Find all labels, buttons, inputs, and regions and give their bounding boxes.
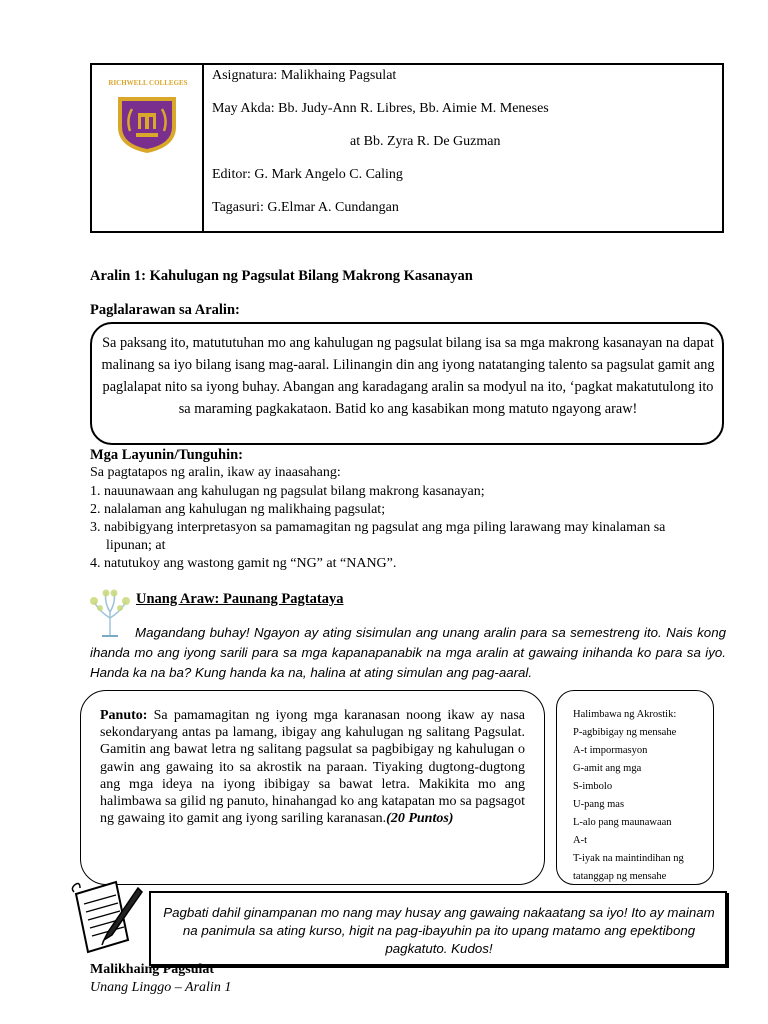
instructions-points: (20 Puntos): [386, 811, 454, 827]
example-line: L-alo pang maunawaan: [573, 817, 672, 828]
example-line: P-agbibigay ng mensahe: [573, 727, 677, 738]
objective-item: 2. nalalaman ang kahulugan ng malikhaing pagsulat;: [90, 502, 386, 517]
description-heading: Paglalarawan sa Aralin:: [90, 302, 240, 318]
day1-heading: Unang Araw: Paunang Pagtataya: [136, 591, 344, 607]
logo-cell: [92, 65, 204, 231]
objective-item: 1. nauunawaan ang kahulugan ng pagsulat bilang makrong kasanayan;: [90, 484, 485, 499]
lesson-title: Aralin 1: Kahulugan ng Pagsulat Bilang Makrong Kasanayan: [90, 268, 473, 284]
may-akda-continued: at Bb. Zyra R. De Guzman: [350, 134, 501, 149]
school-name: RICHWELL COLLEGES: [108, 79, 188, 87]
instructions-body: Sa pamamagitan ng iyong mga karanasan noong ikaw ay nasa sekondaryang antas pa lamang, ibigay ang kahulugan ng salitang Pagsulat. Gamitin ang bawat letra ng salitang pagsulat sa pagbibigay ng kahulugan o gawin ang gawaing ito sa akrostik na paraan. Tiyaking dugtong-dugtong ang mga ideya na iyong ibibigay sa bawat letra. Makikita mo ang halimbawa sa gilid ng panuto, hinahangad ko ang katapatan mo sa pagsagot ng gawaing ito gamit ang iyong sariling karanasan.: [100, 708, 525, 827]
example-line: tatanggap ng mensahe: [573, 871, 667, 882]
school-crest-logo: [116, 95, 178, 155]
tagasuri: Tagasuri: G.Elmar A. Cundangan: [212, 200, 399, 215]
example-line: A-t impormasyon: [573, 745, 648, 756]
asignatura: Asignatura: Malikhaing Pagsulat: [212, 68, 397, 83]
congratulations-text: Pagbati dahil ginampanan mo nang may husay ang gawaing nakaatang sa iyo! Ito ay mainam na panimula sa ating kurso, higit na pag-ibayuhin pa ito upang matamo ang epektibong pagkatuto. Kudos!: [163, 905, 715, 956]
example-line: U-pang mas: [573, 799, 625, 810]
objective-item: 4. natutukoy ang wastong gamit ng “NG” at “NANG”.: [90, 556, 397, 571]
example-line: G-amit ang mga: [573, 763, 642, 774]
congratulations-box: [149, 891, 727, 966]
footer-week: Unang Linggo – Aralin 1: [90, 980, 232, 995]
instructions-label: Panuto:: [100, 708, 148, 723]
objective-item: 3. nabibigyang interpretasyon sa pamamagitan ng pagsulat ang mga piling larawang may kinalaman sa: [90, 520, 666, 535]
example-line: S-imbolo: [573, 781, 613, 792]
example-line: T-iyak na maintindihan ng: [573, 853, 684, 864]
instructions-text: [100, 707, 525, 827]
paper-pen-icon: [68, 872, 148, 964]
editor: Editor: G. Mark Angelo C. Caling: [212, 167, 403, 182]
header-table: [90, 63, 724, 233]
footer-subject: Malikhaing Pagsulat: [90, 962, 215, 977]
objective-item-continued: lipunan; at: [106, 538, 166, 553]
example-title: Halimbawa ng Akrostik:: [573, 709, 677, 720]
description-box: [90, 322, 724, 445]
acrostic-example-box: [556, 690, 714, 885]
objectives-intro: Sa pagtatapos ng aralin, ikaw ay inaasahang:: [90, 465, 341, 480]
description-text: Sa paksang ito, matututuhan mo ang kahulugan ng pagsulat bilang isa sa mga makrong kasanayan na dapat malinang sa iyo bilang isang mag-aaral. Lilinangin din ang iyong natatanging talento sa pagsulat gamit ang paglalapat nito sa iyong buhay. Abangan ang karadagang aralin sa modyul na ito, ‘pagkat makatutulong ito sa maraming pagkakataon. Batid ko ang kasabikan mong matuto ngayong araw!: [101, 335, 715, 417]
example-line: A-t: [573, 835, 587, 846]
objectives-heading: Mga Layunin/Tunguhin:: [90, 447, 244, 463]
day1-intro: Magandang buhay! Ngayon ay ating sisimulan ang unang aralin para sa semestreng ito. Nais kong ihanda mo ang iyong sarili para sa mga kapanapanabik na mga aralin at gawaing inihanda ko para sa iyo. Handa ka na ba? Kung handa ka na, halina at ating simulan ang pag-aaral.: [90, 625, 726, 680]
may-akda: May Akda: Bb. Judy-Ann R. Libres, Bb. Aimie M. Meneses: [212, 101, 549, 116]
instructions-box: [80, 690, 545, 885]
